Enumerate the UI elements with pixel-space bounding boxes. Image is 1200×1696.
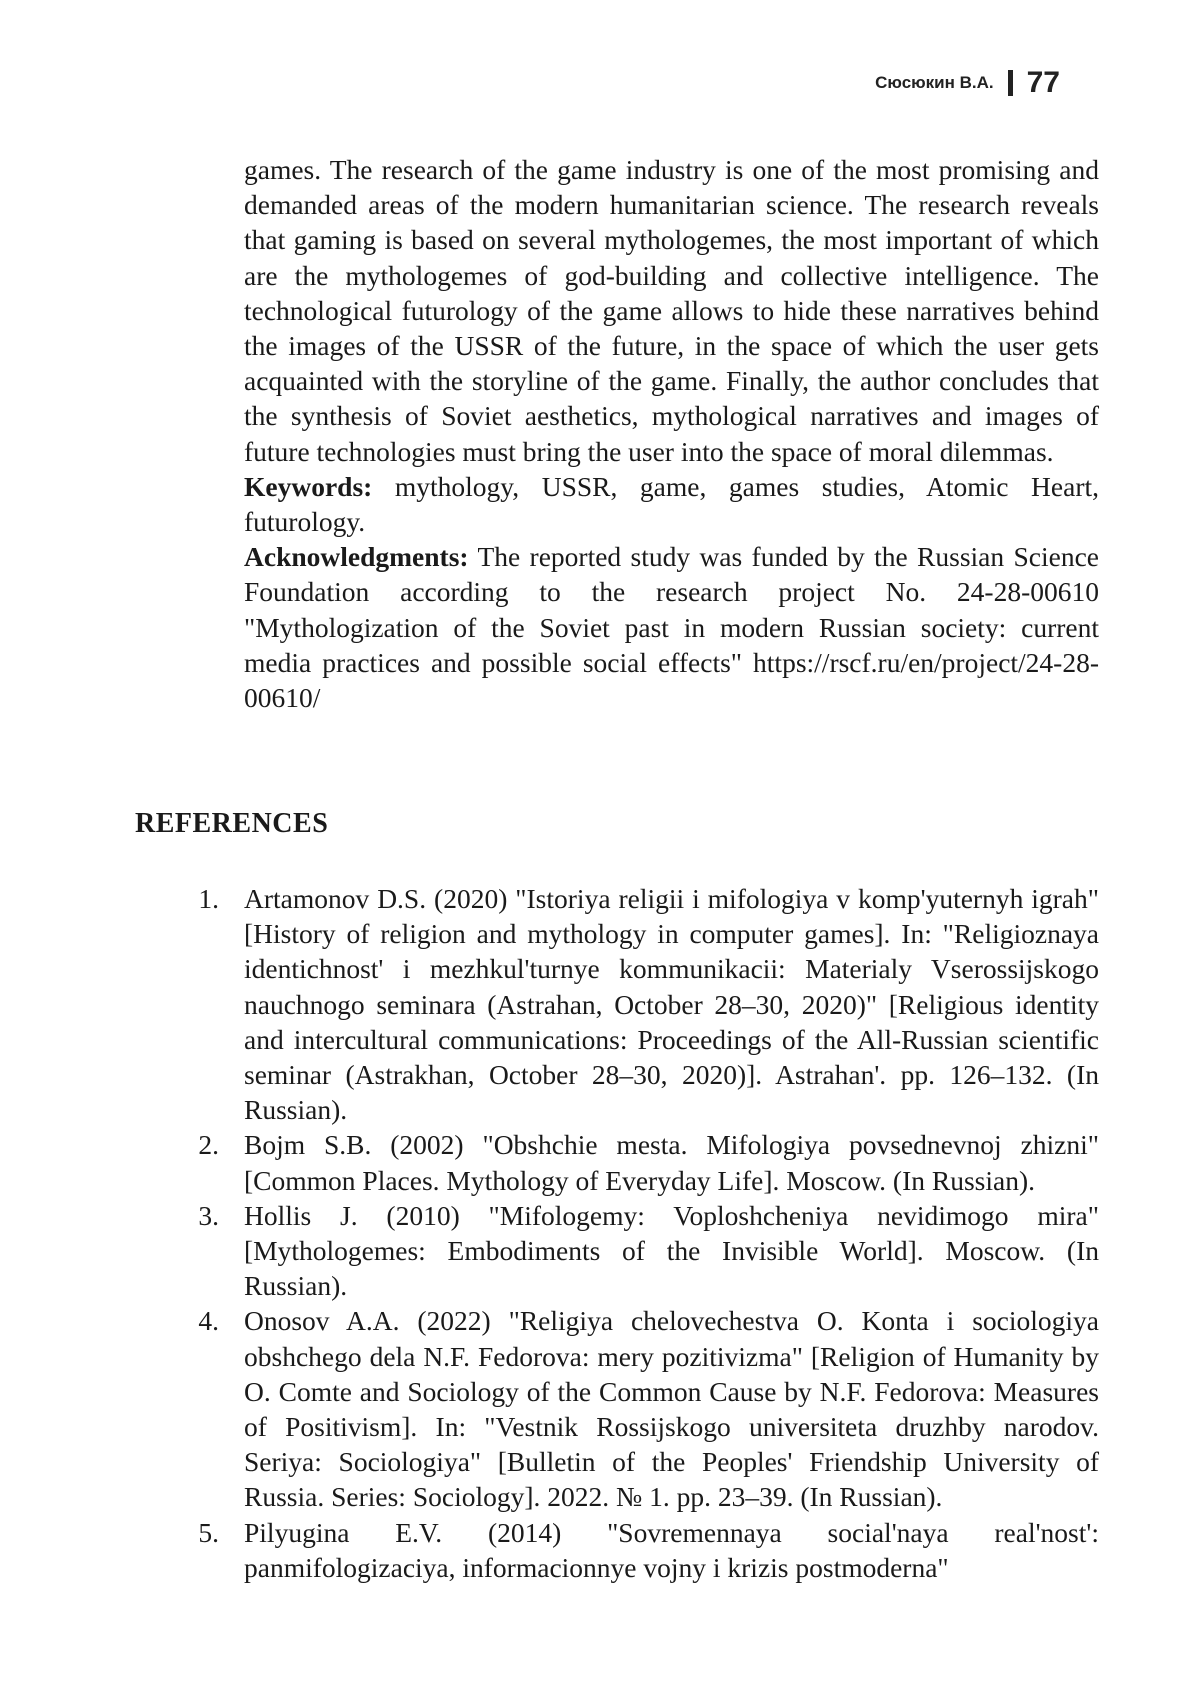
abstract-section [244, 152, 1099, 715]
reference-item [198, 881, 1099, 1127]
acknowledgments-paragraph [244, 539, 1099, 715]
page-number: 77 [1026, 66, 1060, 99]
reference-text: Artamonov D.S. (2020) "Istoriya religii i mifologiya v komp'yuternyh igrah" [History of religion and mythology in computer games]. In: "Religioznaya identichnost' i mezhkul'turnye kommunikacii: Materialy Vserossijskogo nauchnogo seminara (Astrahan, October 28–30, 2020)" [Religious identity and intercultural communications: Proceedings of the All-Russian scientific seminar (Astrakhan, October 28–30, 2020)]. Astrahan'. pp. 126–132. (In Russian). [244, 883, 1099, 1126]
running-head-author: Сюсюкин В.А. [875, 73, 994, 92]
reference-text: Onosov A.A. (2022) "Religiya chelovechestva O. Konta i sociologiya obshchego dela N.F. Fedorova: mery pozitivizma" [Religion of Humanity by O. Comte and Sociology of the Common Cause by N.F. Fedorova: Measures of Positivism]. In: "Vestnik Rossijskogo universiteta druzhby narodov. Seriya: Sociologiya" [Bulletin of the Peoples' Friendship University of Russia. Series: Sociology]. 2022. № 1. pp. 23–39. (In Russian). [244, 1305, 1099, 1513]
keywords-paragraph [244, 469, 1099, 539]
keywords-text: mythology, USSR, game, games studies, Atomic Heart, futurology. [244, 470, 1099, 538]
keywords-label: Keywords: [244, 470, 373, 502]
reference-number: 5. [198, 1516, 219, 1548]
reference-list [198, 881, 1099, 1585]
reference-item [198, 1303, 1099, 1514]
reference-number: 4. [198, 1305, 219, 1337]
running-head [875, 66, 1060, 100]
reference-number: 1. [198, 883, 219, 914]
reference-number: 2. [198, 1129, 219, 1161]
acknowledgments-text: The reported study was funded by the Russian Science Foundation according to the research project No. 24-28-00610 "Mythologization of the Soviet past in modern Russian society: current media practices and possible social effects" https://rscf.ru/en/project/24-28-00610/ [244, 541, 1099, 714]
acknowledgments-label: Acknowledgments: [244, 541, 469, 573]
reference-text: Bojm S.B. (2002) "Obshchie mesta. Mifologiya povsednevnoj zhizni" [Common Places. Mythology of Everyday Life]. Moscow. (In Russian). [244, 1129, 1099, 1196]
reference-item [198, 1515, 1099, 1585]
reference-text: Hollis J. (2010) "Mifologemy: Voploshcheniya nevidimogo mira" [Mythologemes: Embodiments of the Invisible World]. Moscow. (In Russian). [244, 1199, 1099, 1302]
reference-item [198, 1198, 1099, 1304]
running-head-divider [1008, 70, 1013, 96]
reference-text: Pilyugina E.V. (2014) "Sovremennaya social'naya real'nost': panmifologizaciya, informacionnye vojny i krizis postmoderna" [244, 1516, 1099, 1583]
reference-item [198, 1127, 1099, 1197]
abstract-body: games. The research of the game industry is one of the most promising and demanded areas of the modern humanitarian science. The research reveals that gaming is based on several mythologemes, the most important of which are the mythologemes of god-building and collective intelligence. The technological futurology of the game allows to hide these narratives behind the images of the USSR of the future, in the space of which the user gets acquainted with the storyline of the game. Finally, the author concludes that the synthesis of Soviet aesthetics, mythological narratives and images of future technologies must bring the user into the space of moral dilemmas. [244, 154, 1099, 467]
reference-number: 3. [198, 1199, 219, 1231]
references-heading: REFERENCES [135, 808, 329, 839]
